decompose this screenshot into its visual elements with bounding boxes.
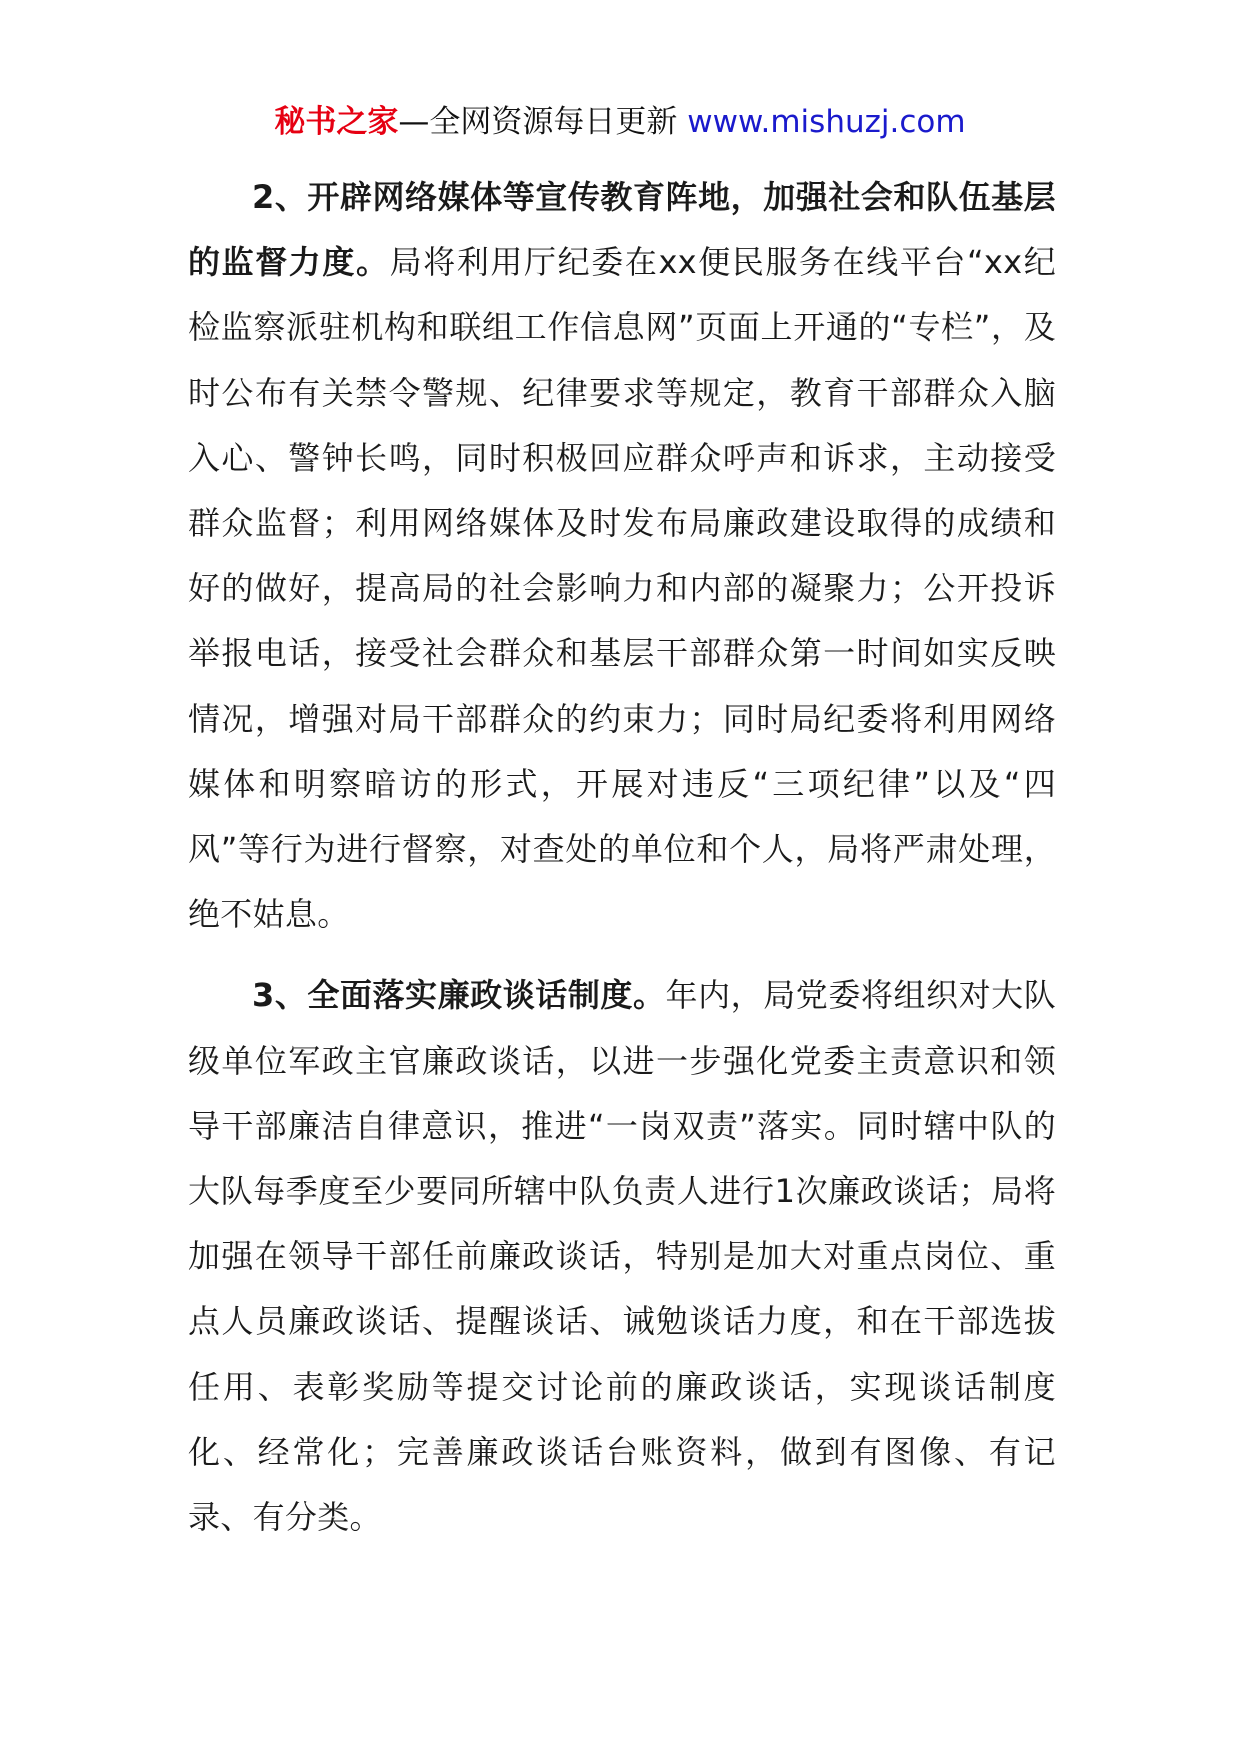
brand-name: 秘书之家: [274, 104, 399, 140]
site-url-link[interactable]: www.mishuzj.com: [687, 104, 966, 140]
paragraph-3-heading: 3、全面落实廉政谈话制度。: [252, 976, 666, 1015]
paragraph-2-text: 局将利用厅纪委在xx便民服务在线平台“xx纪检监察派驻机构和联组工作信息网”页面上开通的“专栏”，及时公布有关禁令警规、纪律要求等规定，教育干部群众入脑入心、警钟长鸣，同时积极回应群众呼声和诉求，主动接受群众监督；利用网络媒体及时发布局廉政建设取得的成绩和好的做好，提高局的社会影响力和内部的凝聚力；公开投诉举报电话，接受社会群众和基层干部群众第一时间如实反映情况，增强对局干部群众的约束力；同时局纪委将利用网络媒体和明察暗访的形式，开展对违反“三项纪律”以及“四风”等行为进行督察，对查处的单位和个人，局将严肃处理，绝不姑息。: [188, 243, 1056, 934]
paragraph-2: [188, 165, 1056, 947]
paragraph-3: [188, 963, 1056, 1550]
paragraph-3-text: 年内，局党委将组织对大队级单位军政主官廉政谈话，以进一步强化党委主责意识和领导干部廉洁自律意识，推进“一岗双责”落实。同时辖中队的大队每季度至少要同所辖中队负责人进行1次廉政谈话；局将加强在领导干部任前廉政谈话，特别是加大对重点岗位、重点人员廉政谈话、提醒谈话、诫勉谈话力度，和在干部选拔任用、表彰奖励等提交讨论前的廉政谈话，实现谈话制度化、经常化；完善廉政谈话台账资料，做到有图像、有记录、有分类。: [188, 976, 1056, 1537]
header-slogan: —全网资源每日更新: [398, 104, 678, 140]
page-header: [0, 100, 1240, 144]
paragraph-2-heading: 2、开辟网络媒体等宣传教育阵地，加强社会和队伍基层的监督力度。: [188, 178, 1056, 282]
document-body: [188, 165, 1056, 1566]
